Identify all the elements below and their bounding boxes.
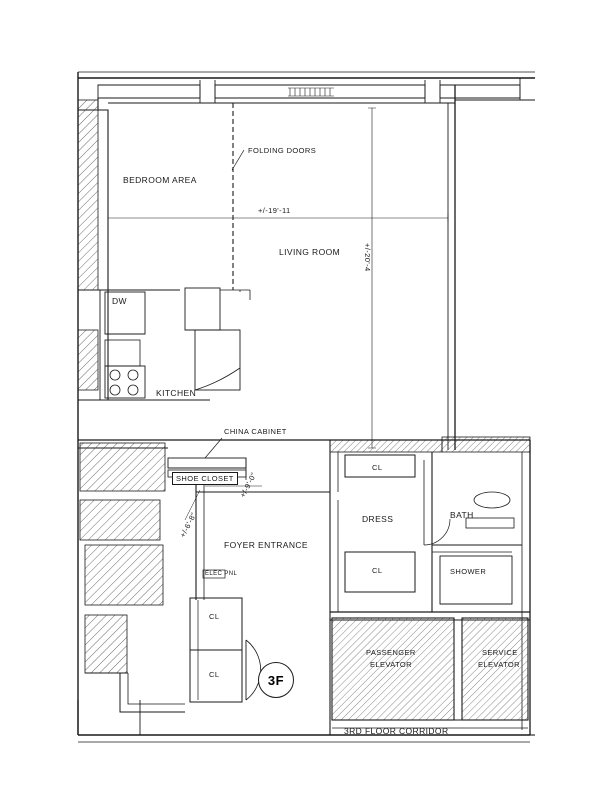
elevator-label-service-line2: ELEVATOR [478, 660, 520, 669]
room-label-bedroom: BEDROOM AREA [123, 175, 197, 185]
dimension-foyer-depth: +/-6'-8" [178, 510, 199, 540]
closet-label-dress-top: CL [372, 463, 383, 472]
room-label-kitchen: KITCHEN [156, 388, 197, 398]
closet-label-dress-bottom: CL [372, 566, 383, 575]
elevator-label-passenger-line1: PASSENGER [366, 648, 416, 657]
corridor-label: 3RD FLOOR CORRIDOR [344, 726, 449, 736]
dimension-foyer-width: +/-9'-0" [238, 470, 259, 500]
annotation-elec-panel: ELEC PNL [205, 571, 238, 577]
dimension-living-width: +/-19'-11 [258, 206, 291, 215]
closet-label-foyer-upper: CL [209, 612, 220, 621]
elevator-label-passenger-line2: ELEVATOR [370, 660, 412, 669]
elevator-label-service-line1: SERVICE [482, 648, 518, 657]
annotation-dishwasher: DW [112, 296, 127, 306]
room-label-dress: DRESS [362, 514, 394, 524]
annotation-folding-doors: FOLDING DOORS [248, 146, 317, 155]
room-label-living-room: LIVING ROOM [279, 247, 341, 257]
dimension-living-depth: +/-20'-4 [363, 243, 372, 272]
room-label-foyer-entrance: FOYER ENTRANCE [224, 540, 308, 550]
room-label-bath: BATH [450, 510, 474, 520]
annotation-shoe-closet: SHOE CLOSET [172, 472, 238, 485]
floor-badge: 3F [258, 662, 294, 698]
closet-label-foyer-lower: CL [209, 670, 220, 679]
annotation-china-cabinet: CHINA CABINET [224, 427, 287, 436]
room-label-shower: SHOWER [450, 567, 487, 576]
